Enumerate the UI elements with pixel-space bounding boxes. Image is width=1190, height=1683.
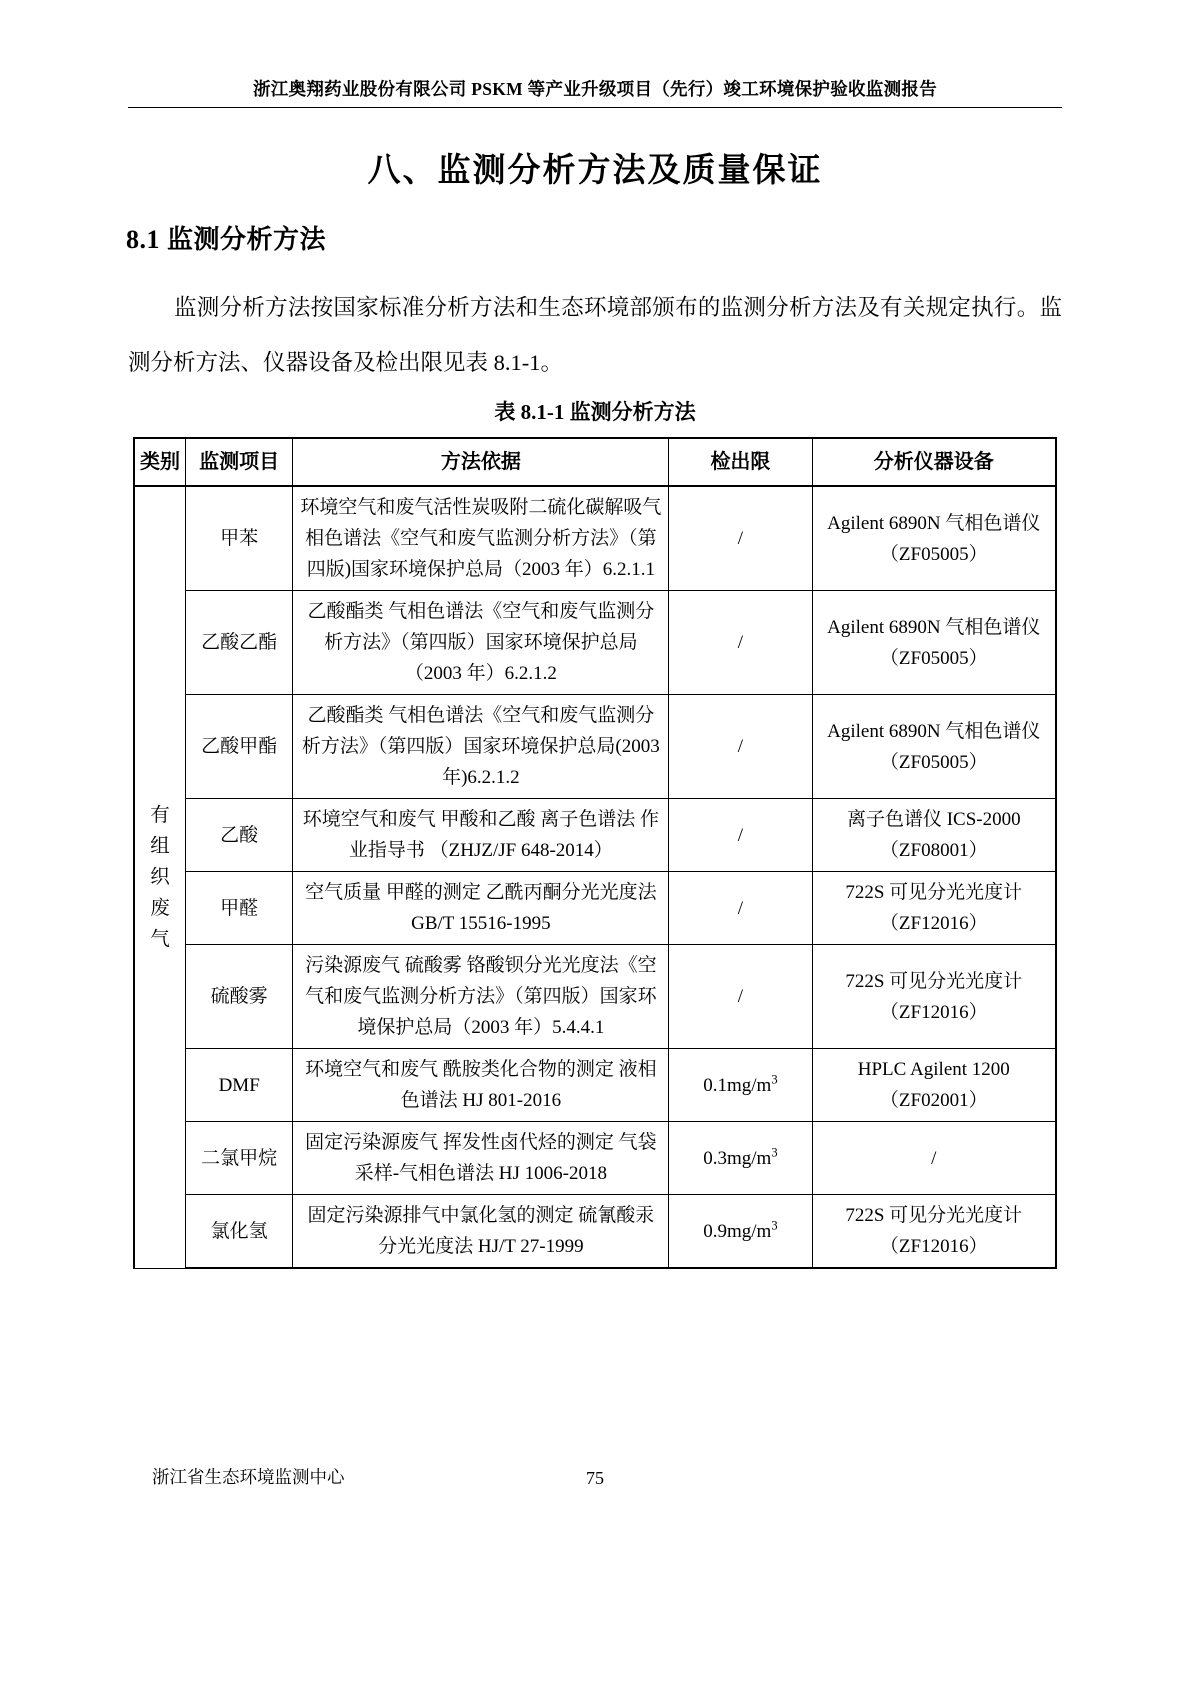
header-divider <box>128 107 1062 108</box>
cell-limit <box>669 1049 812 1122</box>
table-row <box>134 872 1056 945</box>
table-row <box>134 591 1056 695</box>
cell-instrument: Agilent 6890N 气相色谱仪（ZF05005） <box>812 695 1056 799</box>
cell-method: 固定污染源排气中氯化氢的测定 硫氰酸汞分光光度法 HJ/T 27-1999 <box>293 1195 669 1269</box>
limit-value: 0.9mg/m <box>703 1220 772 1242</box>
column-header-category: 类别 <box>134 438 185 486</box>
table-row <box>134 1195 1056 1269</box>
column-header-item: 监测项目 <box>185 438 292 486</box>
column-header-method: 方法依据 <box>293 438 669 486</box>
limit-exponent: 3 <box>771 1218 778 1233</box>
methods-table-body <box>134 486 1056 1268</box>
cell-item: 甲苯 <box>185 486 292 591</box>
table-row <box>134 1122 1056 1195</box>
cell-instrument: / <box>812 1122 1056 1195</box>
cell-instrument: 722S 可见分光光度计（ZF12016） <box>812 945 1056 1049</box>
cell-item: 二氯甲烷 <box>185 1122 292 1195</box>
cell-limit: / <box>669 872 812 945</box>
limit-value: 0.1mg/m <box>703 1074 772 1096</box>
cell-item: 乙酸 <box>185 799 292 872</box>
limit-exponent: 3 <box>771 1145 778 1160</box>
cell-limit: / <box>669 945 812 1049</box>
cell-method: 乙酸酯类 气相色谱法《空气和废气监测分析方法》（第四版）国家环境保护总局(2003 年)6.2.1.2 <box>293 695 669 799</box>
footer-page-number: 75 <box>586 1468 604 1488</box>
cell-method: 固定污染源废气 挥发性卤代烃的测定 气袋采样-气相色谱法 HJ 1006-2018 <box>293 1122 669 1195</box>
cell-item: 氯化氢 <box>185 1195 292 1269</box>
cell-item: 乙酸乙酯 <box>185 591 292 695</box>
limit-value: 0.3mg/m <box>703 1147 772 1169</box>
table-row <box>134 486 1056 591</box>
table-header-row <box>134 438 1056 486</box>
category-char: 有 <box>150 804 170 826</box>
cell-item: 乙酸甲酯 <box>185 695 292 799</box>
cell-method: 环境空气和废气 酰胺类化合物的测定 液相色谱法 HJ 801-2016 <box>293 1049 669 1122</box>
table-caption: 表 8.1-1 监测分析方法 <box>494 400 696 424</box>
footer-organization: 浙江省生态环境监测中心 <box>152 1467 345 1487</box>
cell-instrument: Agilent 6890N 气相色谱仪（ZF05005） <box>812 591 1056 695</box>
cell-instrument: 离子色谱仪 ICS-2000（ZF08001） <box>812 799 1056 872</box>
cell-method: 环境空气和废气活性炭吸附二硫化碳解吸气相色谱法《空气和废气监测分析方法》（第四版)国家环境保护总局（2003 年）6.2.1.1 <box>293 486 669 591</box>
section-paragraph: 监测分析方法按国家标准分析方法和生态环境部颁布的监测分析方法及有关规定执行。监测分析方法、仪器设备及检出限见表 8.1-1。 <box>128 295 1062 375</box>
table-row <box>134 945 1056 1049</box>
category-char: 组 <box>150 835 170 857</box>
category-cell <box>134 486 185 1268</box>
category-char: 织 <box>150 866 170 888</box>
table-row <box>134 799 1056 872</box>
running-header: 浙江奥翔药业股份有限公司 PSKM 等产业升级项目（先行）竣工环境保护验收监测报告 <box>252 79 938 99</box>
section-title: 8.1 监测分析方法 <box>126 225 327 254</box>
cell-instrument: Agilent 6890N 气相色谱仪（ZF05005） <box>812 486 1056 591</box>
cell-instrument: HPLC Agilent 1200（ZF02001） <box>812 1049 1056 1122</box>
cell-limit: / <box>669 695 812 799</box>
cell-item: 甲醛 <box>185 872 292 945</box>
methods-table <box>133 437 1057 1269</box>
column-header-limit: 检出限 <box>669 438 812 486</box>
category-char: 气 <box>150 928 170 950</box>
cell-item: 硫酸雾 <box>185 945 292 1049</box>
chapter-title: 八、监测分析方法及质量保证 <box>367 153 823 189</box>
cell-limit: / <box>669 591 812 695</box>
cell-method: 乙酸酯类 气相色谱法《空气和废气监测分析方法》（第四版）国家环境保护总局（2003 年）6.2.1.2 <box>293 591 669 695</box>
cell-limit <box>669 1122 812 1195</box>
column-header-instrument: 分析仪器设备 <box>812 438 1056 486</box>
methods-table-wrapper <box>133 437 1057 1269</box>
cell-limit <box>669 1195 812 1269</box>
limit-exponent: 3 <box>771 1072 778 1087</box>
cell-limit: / <box>669 486 812 591</box>
category-char: 废 <box>150 897 170 919</box>
cell-method: 环境空气和废气 甲酸和乙酸 离子色谱法 作业指导书 （ZHJZ/JF 648-2014） <box>293 799 669 872</box>
table-row <box>134 695 1056 799</box>
cell-limit: / <box>669 799 812 872</box>
cell-instrument: 722S 可见分光光度计（ZF12016） <box>812 872 1056 945</box>
cell-instrument: 722S 可见分光光度计（ZF12016） <box>812 1195 1056 1269</box>
cell-item: DMF <box>185 1049 292 1122</box>
table-row <box>134 1049 1056 1122</box>
cell-method: 空气质量 甲醛的测定 乙酰丙酮分光光度法 GB/T 15516-1995 <box>293 872 669 945</box>
cell-method: 污染源废气 硫酸雾 铬酸钡分光光度法《空气和废气监测分析方法》（第四版）国家环境保护总局（2003 年）5.4.4.1 <box>293 945 669 1049</box>
